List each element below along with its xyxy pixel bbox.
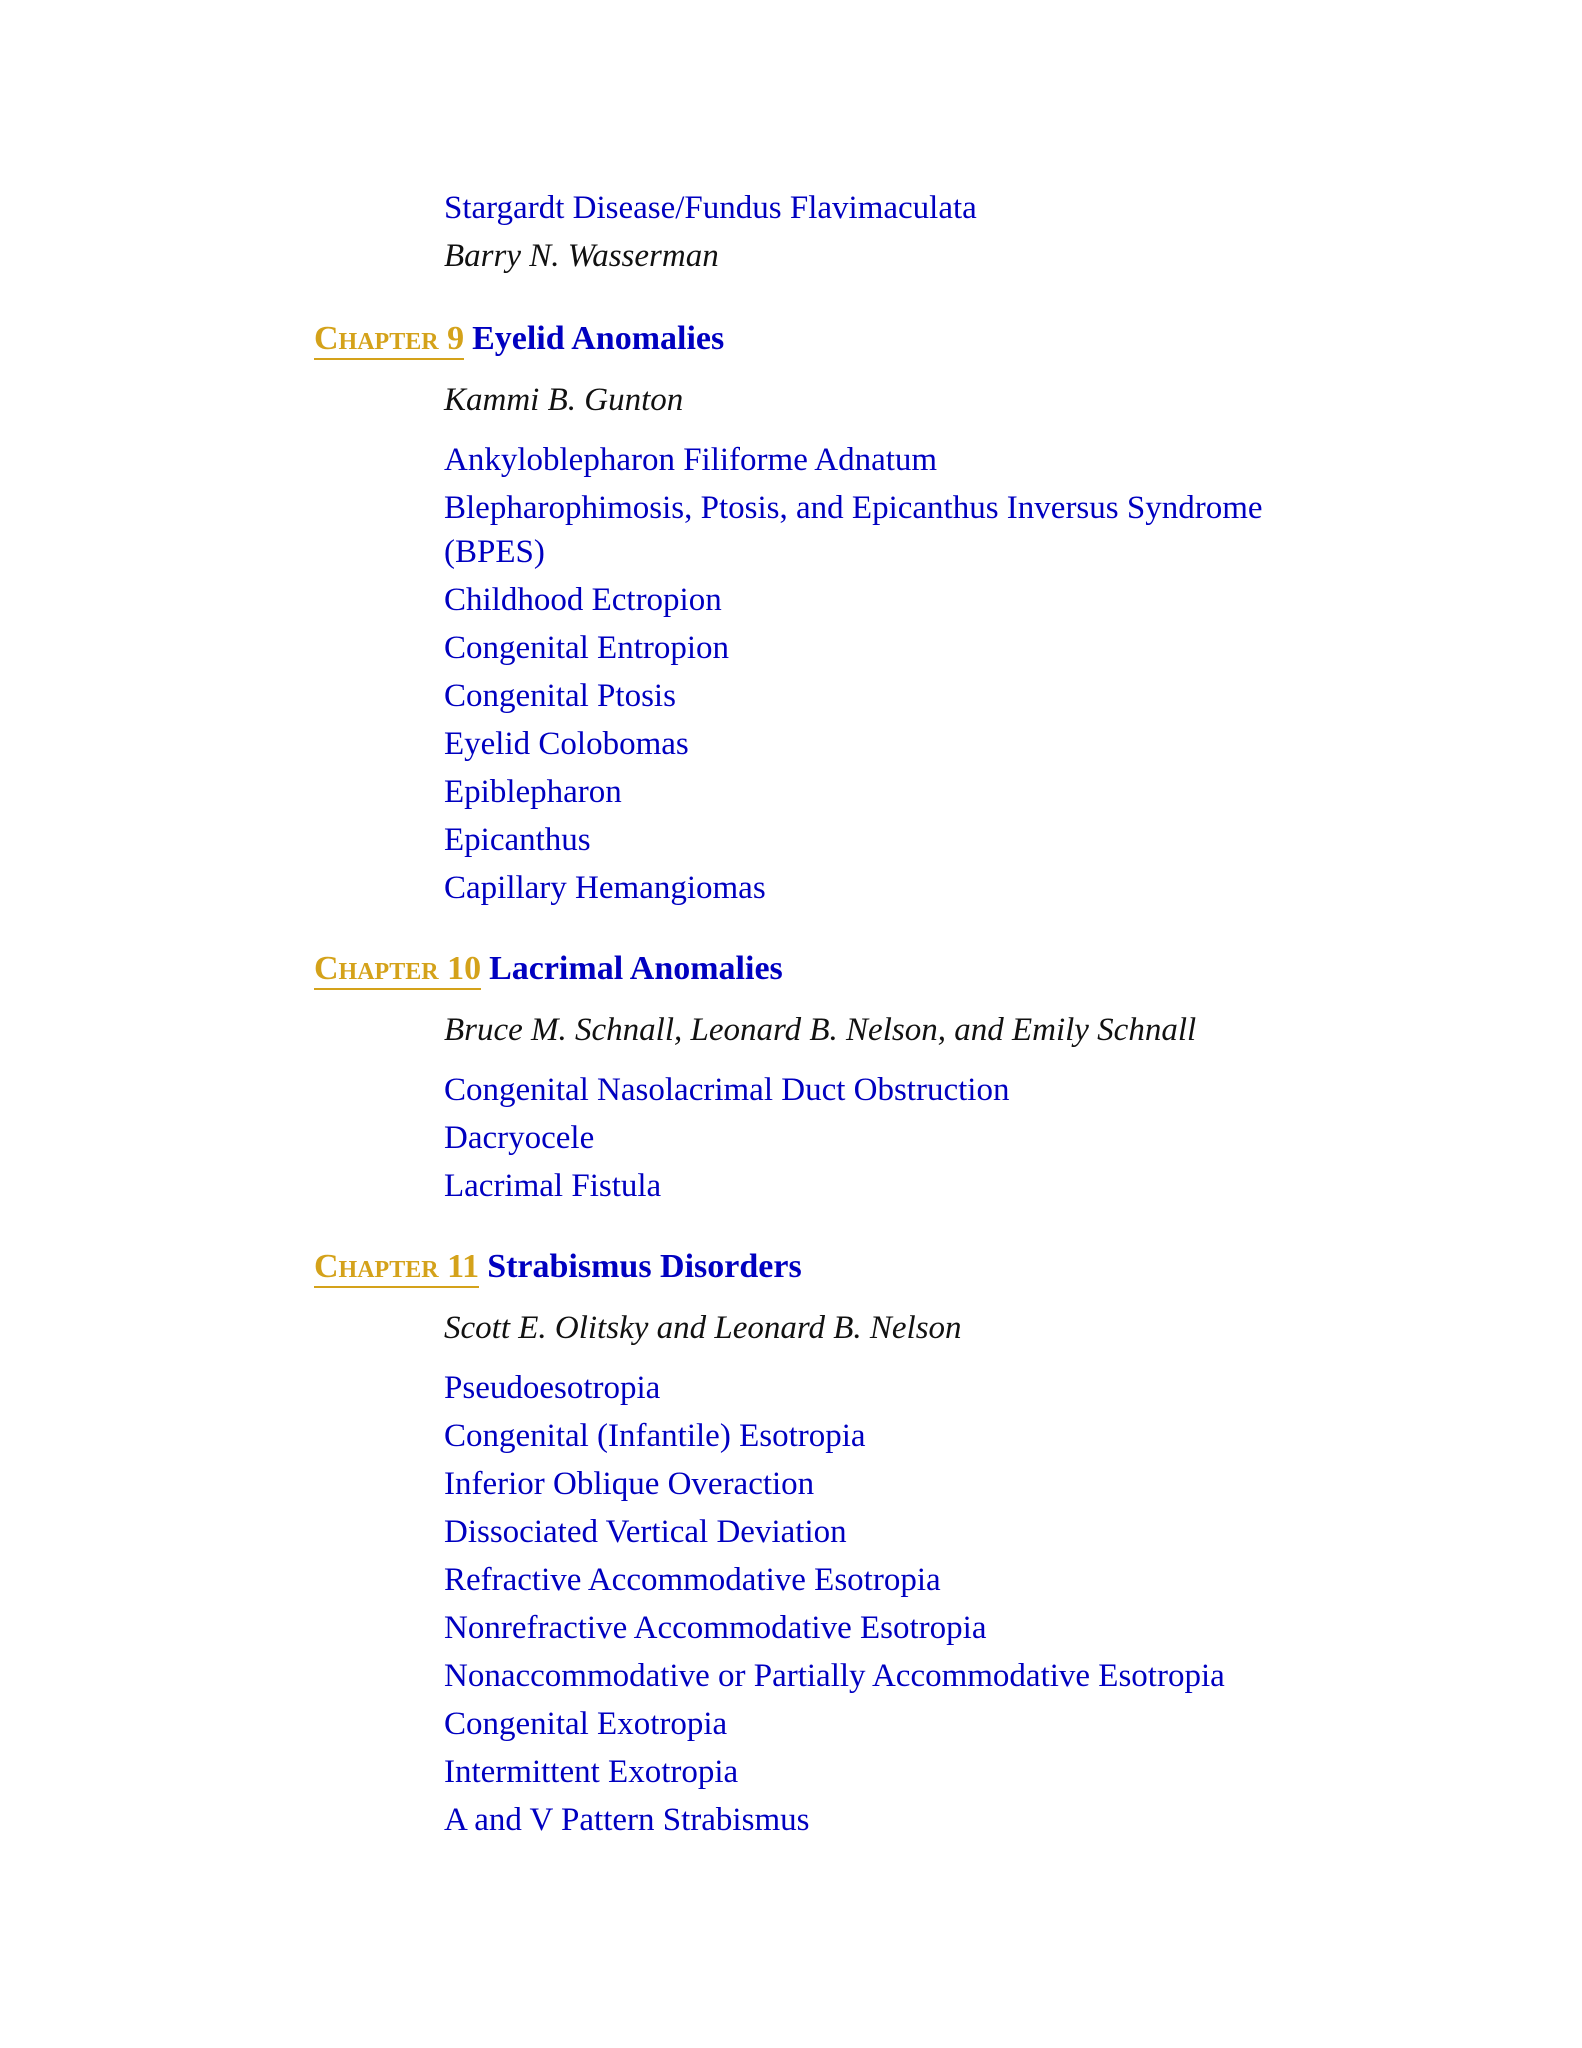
toc-entry-link[interactable]: A and V Pattern Strabismus xyxy=(444,1802,810,1838)
toc-entry-link[interactable]: Congenital Entropion xyxy=(444,630,730,666)
chapter-title-link[interactable]: Eyelid Anomalies xyxy=(472,320,725,357)
toc-entry-link[interactable]: Epiblepharon xyxy=(444,774,622,810)
toc-entry-link[interactable]: Congenital (Infantile) Esotropia xyxy=(444,1418,866,1454)
chapter-heading xyxy=(314,316,724,362)
chapter-number: 11 xyxy=(447,1248,480,1285)
chapter-label-word: Chapter xyxy=(314,1248,439,1285)
chapter-heading xyxy=(314,946,783,992)
chapter-authors: Scott E. Olitsky and Leonard B. Nelson xyxy=(444,1310,962,1346)
toc-entry-link[interactable]: Dissociated Vertical Deviation xyxy=(444,1514,847,1550)
chapter-heading xyxy=(314,1244,802,1290)
chapter-number: 9 xyxy=(447,320,465,357)
chapter-title-link[interactable]: Strabismus Disorders xyxy=(487,1248,802,1285)
chapter-title-link[interactable]: Lacrimal Anomalies xyxy=(489,950,783,987)
toc-entry-link[interactable]: Congenital Exotropia xyxy=(444,1706,728,1742)
toc-entry-link[interactable]: Lacrimal Fistula xyxy=(444,1168,662,1204)
chapter-authors: Bruce M. Schnall, Leonard B. Nelson, and Emily Schnall xyxy=(444,1012,1197,1048)
toc-entry-link[interactable]: Intermittent Exotropia xyxy=(444,1754,739,1790)
chapter-label-word: Chapter xyxy=(314,950,439,987)
chapter-authors: Kammi B. Gunton xyxy=(444,382,684,418)
toc-entry-link[interactable]: Childhood Ectropion xyxy=(444,582,722,618)
toc-entry-link[interactable]: Congenital Ptosis xyxy=(444,678,676,714)
chapter-number: 10 xyxy=(447,950,482,987)
chapter-label-link[interactable] xyxy=(314,1248,479,1288)
toc-entry-link-continued[interactable]: (BPES) xyxy=(444,534,545,570)
toc-entry-link[interactable]: Stargardt Disease/Fundus Flavimaculata xyxy=(444,190,977,226)
toc-entry-link[interactable]: Ankyloblepharon Filiforme Adnatum xyxy=(444,442,938,478)
toc-entry-link[interactable]: Refractive Accommodative Esotropia xyxy=(444,1562,941,1598)
toc-entry-link[interactable]: Eyelid Colobomas xyxy=(444,726,689,762)
chapter-label-link[interactable] xyxy=(314,950,481,990)
toc-entry-link[interactable]: Dacryocele xyxy=(444,1120,595,1156)
chapter-label-link[interactable] xyxy=(314,320,464,360)
section-author: Barry N. Wasserman xyxy=(444,238,719,274)
toc-entry-link[interactable]: Nonrefractive Accommodative Esotropia xyxy=(444,1610,987,1646)
toc-entry-link[interactable]: Nonaccommodative or Partially Accommodative Esotropia xyxy=(444,1658,1225,1694)
toc-entry-link[interactable]: Epicanthus xyxy=(444,822,591,858)
toc-entry-link[interactable]: Capillary Hemangiomas xyxy=(444,870,766,906)
toc-entry-link[interactable]: Blepharophimosis, Ptosis, and Epicanthus Inversus Syndrome xyxy=(444,490,1263,526)
toc-entry-link[interactable]: Inferior Oblique Overaction xyxy=(444,1466,815,1502)
toc-entry-link[interactable]: Congenital Nasolacrimal Duct Obstruction xyxy=(444,1072,1010,1108)
chapter-label-word: Chapter xyxy=(314,320,439,357)
toc-entry-link[interactable]: Pseudoesotropia xyxy=(444,1370,661,1406)
